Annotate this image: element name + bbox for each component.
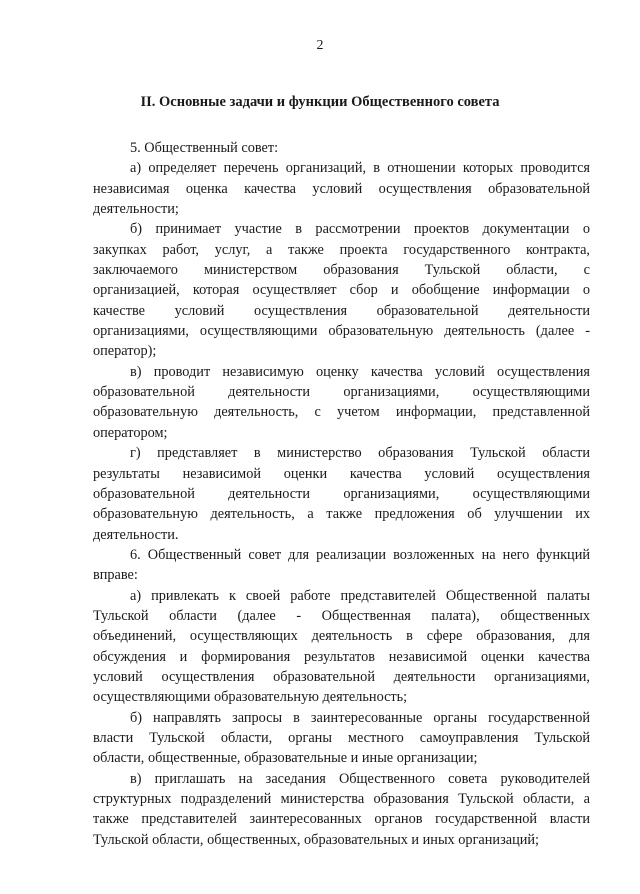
document-body — [93, 138, 590, 850]
text-line: б) принимает участие в рассмотрении проектов документации о — [130, 221, 590, 238]
text-line: Тульской области (далее - Общественная палата), общественных — [93, 607, 590, 624]
paragraph — [93, 443, 590, 545]
text-line: вправе: — [93, 567, 138, 584]
text-line: закупках работ, услуг, а также проекта государственного контракта, — [93, 241, 590, 258]
text-line: оператором; — [93, 424, 168, 441]
text-line: а) определяет перечень организаций, в отношении которых проводится — [130, 160, 590, 177]
page-number: 2 — [316, 38, 324, 53]
text-line: условий осуществления образовательной деятельности организациями, — [93, 668, 590, 685]
text-line: области, общественные, образовательные и иные организации; — [93, 750, 478, 767]
text-line: образовательную деятельность, а также предложения об улучшении их — [93, 506, 590, 523]
text-line: объединений, осуществляющих деятельность в сфере образования, для — [93, 628, 590, 645]
text-line: структурных подразделений министерства образования Тульской области, а — [93, 791, 590, 807]
text-line: 5. Общественный совет: — [130, 140, 279, 156]
text-line: деятельности. — [93, 526, 179, 543]
text-line: результаты независимой оценки качества условий осуществления — [93, 465, 590, 482]
text-line: осуществляющими образовательную деятельность; — [93, 689, 408, 706]
paragraph — [93, 219, 590, 361]
text-line: образовательной деятельности организациями, осуществляющими — [93, 384, 590, 401]
text-line: Тульской области, общественных, образовательных и иных организаций; — [93, 831, 539, 848]
paragraph — [93, 545, 590, 586]
text-line: организацией, которая осуществляет сбор и обобщение информации о — [93, 282, 590, 299]
text-line: в) проводит независимую оценку качества условий осуществления — [130, 363, 590, 380]
paragraph — [93, 138, 590, 158]
text-line: образовательной деятельности организациями, осуществляющими — [93, 485, 590, 502]
paragraph — [93, 362, 590, 443]
text-line: качестве условий осуществления образовательной деятельности — [93, 302, 590, 319]
text-line: оператор); — [93, 343, 157, 360]
text-line: обсуждения и формирования результатов независимой оценки качества — [93, 648, 590, 665]
text-line: организациями, осуществляющими образовательную деятельность (далее - — [93, 323, 590, 340]
text-line: в) приглашать на заседания Общественного совета руководителей — [130, 770, 590, 787]
paragraph — [93, 158, 590, 219]
text-line: 6. Общественный совет для реализации возложенных на него функций — [130, 546, 590, 563]
text-line: образовательную деятельность, с учетом информации, представленной — [93, 404, 590, 421]
text-line: также представителей заинтересованных органов государственной власти — [93, 811, 590, 828]
text-line: заключаемого министерством образования Тульской области, с — [93, 262, 590, 279]
text-line: независимая оценка качества условий осуществления образовательной — [93, 180, 590, 197]
text-line: г) представляет в министерство образования Тульской области — [130, 445, 590, 462]
text-line: деятельности; — [93, 201, 179, 218]
paragraph — [93, 586, 590, 708]
section-heading: II. Основные задачи и функции Общественного совета — [140, 94, 500, 110]
text-line: а) привлекать к своей работе представителей Общественной палаты — [130, 587, 590, 604]
paragraph — [93, 708, 590, 769]
paragraph — [93, 769, 590, 850]
text-line: власти Тульской области, органы местного самоуправления Тульской — [93, 729, 590, 746]
text-line: б) направлять запросы в заинтересованные органы государственной — [130, 709, 590, 726]
